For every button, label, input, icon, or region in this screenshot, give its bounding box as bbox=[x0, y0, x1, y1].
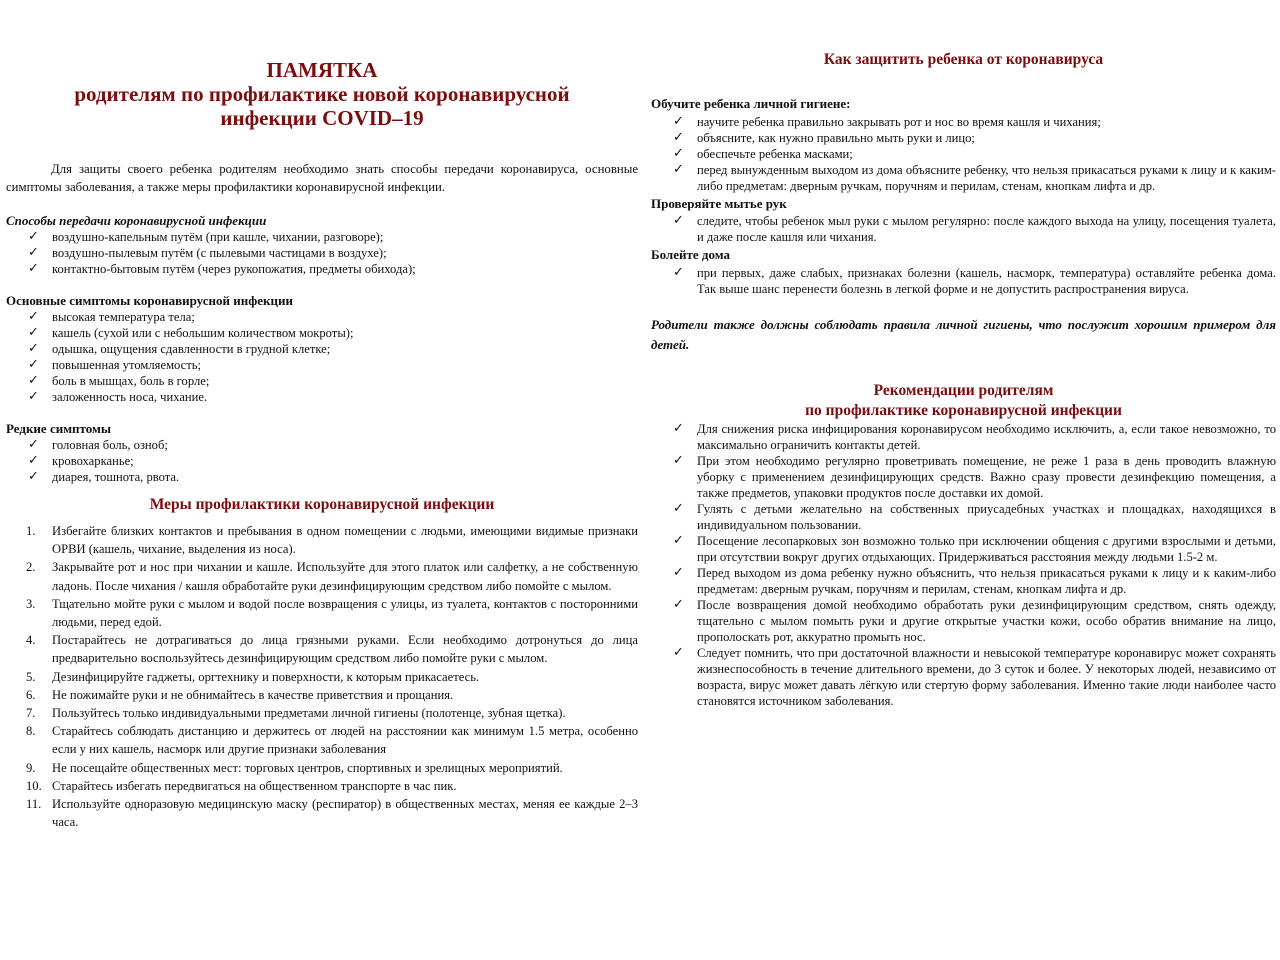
list-item: ✓ научите ребенка правильно закрывать рот и нос во время кашля и чихания; bbox=[673, 114, 1276, 130]
parents-note: Родители также должны соблюдать правила личной гигиены, что послужит хорошим примером для детей. bbox=[651, 316, 1276, 352]
protect-child-heading: Как защитить ребенка от коронавируса bbox=[823, 51, 1104, 68]
symptoms-list bbox=[6, 309, 638, 405]
item-text: Не пожимайте руки и не обнимайтесь в качестве приветствия и прощания. bbox=[52, 687, 454, 702]
list-item bbox=[6, 795, 638, 831]
recommendations-heading-line1: Рекомендации родителям bbox=[873, 381, 1054, 399]
list-item: ✓ После возвращения домой необходимо обработать руки дезинфицирующим средством, снять одежду, тщательно с мылом помыть руки и другие открытые участки кожи, особо обратив внимание на лицо, прополоскать рот, аккуратно промыть нос. bbox=[673, 597, 1276, 645]
list-item: ✓ Посещение лесопарковых зон возможно только при исключении общения с другими взрослыми и детьми, при отсутствии вокруг других отдыхающих. Придерживаться расстояния между людьми 1.5-2 м. bbox=[673, 533, 1276, 565]
transmission-heading: Способы передачи коронавирусной инфекции bbox=[6, 213, 267, 228]
list-item bbox=[6, 668, 638, 686]
prevention-heading: Меры профилактики коронавирусной инфекции bbox=[149, 496, 495, 513]
list-item: ✓ кашель (сухой или с небольшим количеством мокроты); bbox=[28, 325, 638, 341]
list-item bbox=[6, 686, 638, 704]
list-item: ✓ При этом необходимо регулярно проветривать помещение, не реже 1 раза в день проводить влажную уборку с применением дезинфицирующих средств. Важно сразу провести дезинфекцию помещения, а также предметов, упаковки продуктов после доставки их домой. bbox=[673, 453, 1276, 501]
recommendations-heading-line2: по профилактике коронавирусной инфекции bbox=[805, 401, 1122, 419]
item-text: Закрывайте рот и нос при чихании и кашле. Используйте для этого платок или салфетку, а не собственную ладонь. После чихания / кашля обработайте руки дезинфицирующим средством либо помойте с мылом. bbox=[52, 560, 638, 593]
list-item: ✓ Перед выходом из дома ребенку нужно объяснить, что нельзя прикасаться руками к лицу и к каким-либо предметам: дверным ручкам, поручням и перилам, стенам, кнопкам лифта и др. bbox=[673, 565, 1276, 597]
list-item: ✓ боль в мышцах, боль в горле; bbox=[28, 373, 638, 389]
item-number: 3. bbox=[26, 596, 36, 611]
list-item bbox=[6, 704, 638, 722]
memo-title-line2: родителям по профилактике новой коронавирусной bbox=[74, 82, 570, 106]
item-text: Старайтесь избегать передвигаться на общественном транспорте в час пик. bbox=[52, 778, 457, 793]
list-item: ✓ одышка, ощущения сдавленности в грудной клетке; bbox=[28, 341, 638, 357]
recommendations-heading bbox=[651, 381, 1276, 421]
list-item bbox=[6, 595, 638, 631]
handwash-list bbox=[651, 213, 1276, 245]
list-item: ✓ Гулять с детьми желательно на собственных приусадебных участках и площадках, находящихся в индивидуальном пользовании. bbox=[673, 501, 1276, 533]
item-text: Постарайтесь не дотрагиваться до лица грязными руками. Если необходимо дотронуться до лица предварительно воспользуйтесь дезинфицирующим средством либо помойте руки с мылом. bbox=[52, 633, 638, 666]
symptoms-heading: Основные симптомы коронавирусной инфекции bbox=[6, 293, 293, 308]
list-item: ✓ контактно-бытовым путём (через рукопожатия, предметы обихода); bbox=[28, 261, 638, 277]
item-number: 4. bbox=[26, 633, 36, 648]
list-item: ✓ следите, чтобы ребенок мыл руки с мылом регулярно: после каждого выхода на улицу, посещения туалета, и даже после кашля или чихания. bbox=[673, 213, 1276, 245]
item-number: 6. bbox=[26, 687, 36, 702]
list-item: ✓ головная боль, озноб; bbox=[28, 437, 638, 453]
list-item: ✓ объясните, как нужно правильно мыть руки и лицо; bbox=[673, 130, 1276, 146]
item-text: Дезинфицируйте гаджеты, оргтехнику и поверхности, к которым прикасаетесь. bbox=[52, 669, 480, 684]
transmission-list bbox=[6, 229, 638, 277]
item-text: Тщательно мойте руки с мылом и водой после возвращения с улицы, из туалета, контактов с посторонними людьми, перед едой. bbox=[52, 596, 638, 630]
prevention-list bbox=[6, 522, 638, 831]
item-number: 8. bbox=[26, 724, 36, 739]
memo-title-line3: инфекции COVID–19 bbox=[220, 106, 424, 130]
item-number: 2. bbox=[26, 560, 36, 575]
list-item bbox=[6, 777, 638, 795]
right-column bbox=[651, 0, 1276, 709]
item-text: Используйте одноразовую медицинскую маску (респиратор) в общественных местах, меняя ее каждые 2–3 часа. bbox=[52, 797, 638, 830]
list-item bbox=[6, 631, 638, 667]
item-number: 7. bbox=[26, 706, 36, 721]
intro-paragraph: Для защиты своего ребенка родителям необходимо знать способы передачи коронавируса, основные симптомы заболевания, а также меры профилактики коронавирусной инфекции. bbox=[6, 162, 638, 194]
item-text: Избегайте близких контактов и пребывания в одном помещении с людьми, имеющими видимые признаки ОРВИ (кашель, чихание, выделения из носа). bbox=[52, 524, 638, 557]
item-text: Пользуйтесь только индивидуальными предметами личной гигиены (полотенце, зубная щетка). bbox=[52, 706, 566, 721]
list-item bbox=[6, 722, 638, 758]
item-number: 1. bbox=[26, 524, 36, 538]
rare-symptoms-heading: Редкие симптомы bbox=[6, 421, 112, 436]
list-item bbox=[6, 558, 638, 594]
item-number: 9. bbox=[26, 760, 36, 775]
hygiene-heading: Обучите ребенка личной гигиене: bbox=[651, 96, 851, 111]
item-number: 10. bbox=[26, 778, 42, 793]
item-text: Не посещайте общественных мест: торговых центров, спортивных и зрелищных мероприятий. bbox=[52, 760, 563, 775]
list-item: ✓ заложенность носа, чихание. bbox=[28, 389, 638, 405]
list-item bbox=[6, 759, 638, 777]
list-item: ✓ воздушно-капельным путём (при кашле, чихании, разговоре); bbox=[28, 229, 638, 245]
list-item: ✓ высокая температура тела; bbox=[28, 309, 638, 325]
list-item: ✓ кровохарканье; bbox=[28, 453, 638, 469]
list-item: ✓ Для снижения риска инфицирования коронавирусом необходимо исключить, а, если такое невозможно, то максимально ограничить контакты детей. bbox=[673, 421, 1276, 453]
handwash-heading: Проверяйте мытье рук bbox=[651, 195, 787, 211]
list-item bbox=[6, 522, 638, 558]
stay-home-heading: Болейте дома bbox=[651, 247, 730, 262]
recommendations-list bbox=[651, 421, 1276, 709]
list-item: ✓ при первых, даже слабых, признаках болезни (кашель, насморк, температура) оставляйте ребенка дома. Так выше шанс перенести болезнь в легкой форме и не допустить распространения вируса. bbox=[673, 265, 1276, 297]
item-text: Старайтесь соблюдать дистанцию и держитесь от людей на расстоянии как минимум 1.5 метра, особенно если у них кашель, насморк или другие признаки заболевания bbox=[52, 724, 638, 757]
list-item: ✓ повышенная утомляемость; bbox=[28, 357, 638, 373]
list-item: ✓ обеспечьте ребенка масками; bbox=[673, 146, 1276, 162]
list-item: ✓ диарея, тошнота, рвота. bbox=[28, 469, 638, 485]
left-column bbox=[6, 0, 638, 831]
stay-home-list bbox=[651, 265, 1276, 297]
list-item: ✓ Следует помнить, что при достаточной влажности и невысокой температуре коронавирус может сохранять жизнеспособность в течение длительного времени, до 3 суток и более. У некоторых людей, независимо от возраста, вирус может давать лёгкую или стертую форму заболевания. Именно такие люди наиболее часто становятся источником заболевания. bbox=[673, 645, 1276, 709]
memo-title bbox=[6, 58, 638, 130]
memo-title-line1: ПАМЯТКА bbox=[266, 58, 378, 82]
rare-symptoms-list bbox=[6, 437, 638, 485]
list-item: ✓ воздушно-пылевым путём (с пылевыми частицами в воздухе); bbox=[28, 245, 638, 261]
list-item: ✓ перед вынужденным выходом из дома объясните ребенку, что нельзя прикасаться руками к лицу и к каким-либо предметам: дверным ручкам, поручням и перилам, стенам, кнопкам лифта и др. bbox=[673, 162, 1276, 194]
hygiene-list bbox=[651, 114, 1276, 194]
item-number: 5. bbox=[26, 669, 36, 684]
item-number: 11. bbox=[26, 797, 42, 812]
